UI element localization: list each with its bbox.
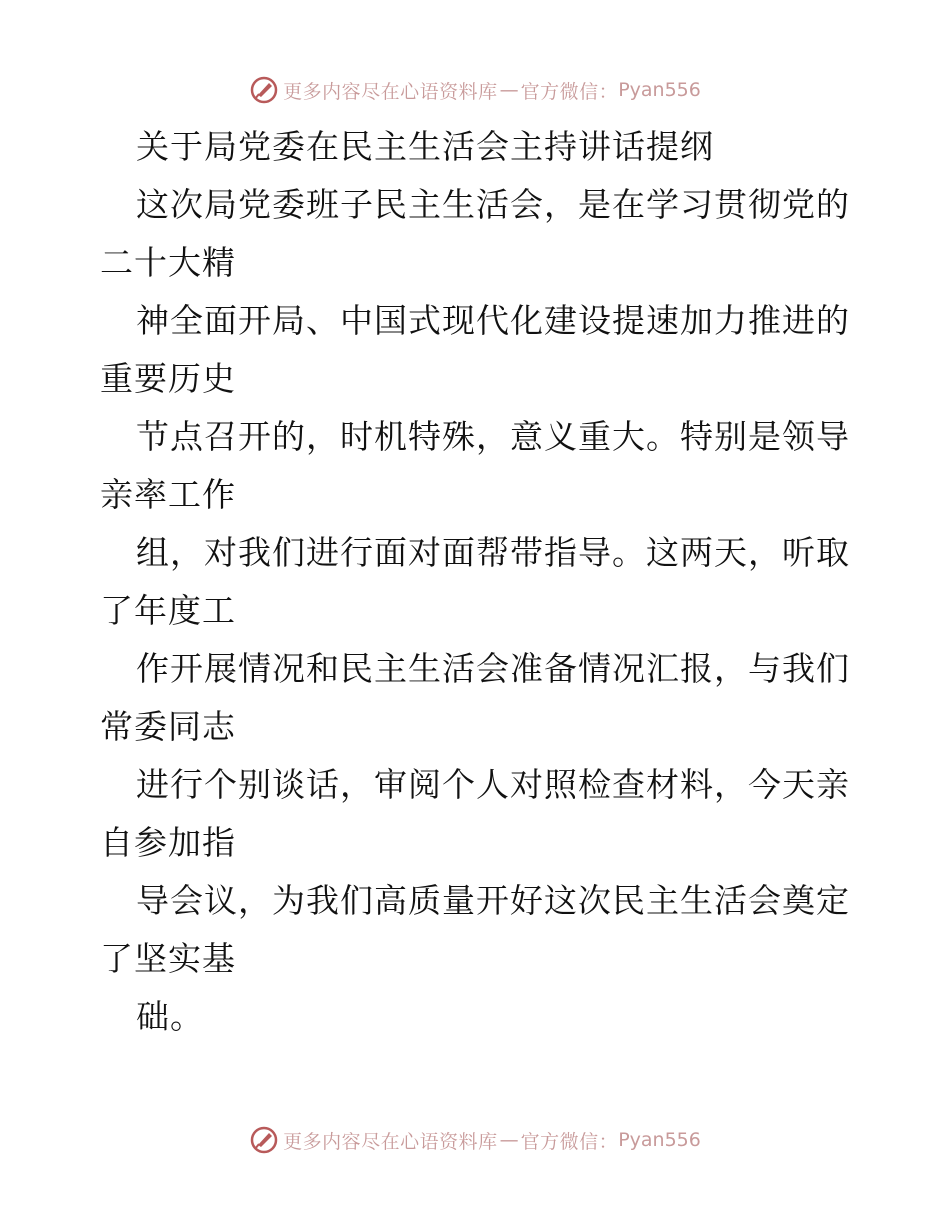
footer-watermark (0, 1120, 950, 1160)
seal-logo-icon (249, 75, 279, 105)
paragraph-line: 作开展情况和民主生活会准备情况汇报，与我们 (136, 649, 850, 688)
watermark-official: 官方微信： (520, 80, 619, 103)
paragraph-line: 亲率工作 (100, 475, 236, 514)
seal-logo-icon (249, 1125, 279, 1155)
watermark-account: Pyan556 (618, 79, 701, 101)
paragraph-line: 神全面开局、中国式现代化建设提速加力推进的 (136, 301, 850, 340)
paragraph-line: 这次局党委班子民主生活会，是在学习贯彻党的 (136, 185, 850, 224)
paragraph-line: 重要历史 (100, 359, 236, 398)
watermark-separator: — (499, 79, 519, 101)
paragraph-line: 节点召开的，时机特殊，意义重大。特别是领导 (136, 417, 850, 456)
paragraph-line: 组，对我们进行面对面帮带指导。这两天，听取 (136, 533, 850, 572)
paragraph-line: 础。 (136, 997, 204, 1036)
paragraph-line: 进行个别谈话，审阅个人对照检查材料，今天亲 (136, 765, 850, 804)
paragraph-line: 常委同志 (100, 707, 236, 746)
watermark-account: Pyan556 (618, 1129, 701, 1151)
paragraph-line: 自参加指 (100, 823, 236, 862)
paragraph-line: 了坚实基 (100, 939, 236, 978)
paragraph-line: 导会议，为我们高质量开好这次民主生活会奠定 (136, 881, 850, 920)
header-watermark (0, 70, 950, 110)
watermark-text: 更多内容尽在心语资料库 (283, 1130, 498, 1153)
watermark-text: 更多内容尽在心语资料库 (283, 80, 498, 103)
paragraph-line: 了年度工 (100, 591, 236, 630)
paragraph-line: 二十大精 (100, 243, 236, 282)
watermark-separator: — (499, 1129, 519, 1151)
document-title: 关于局党委在民主生活会主持讲话提纲 (136, 127, 714, 166)
watermark-official: 官方微信： (520, 1130, 619, 1153)
